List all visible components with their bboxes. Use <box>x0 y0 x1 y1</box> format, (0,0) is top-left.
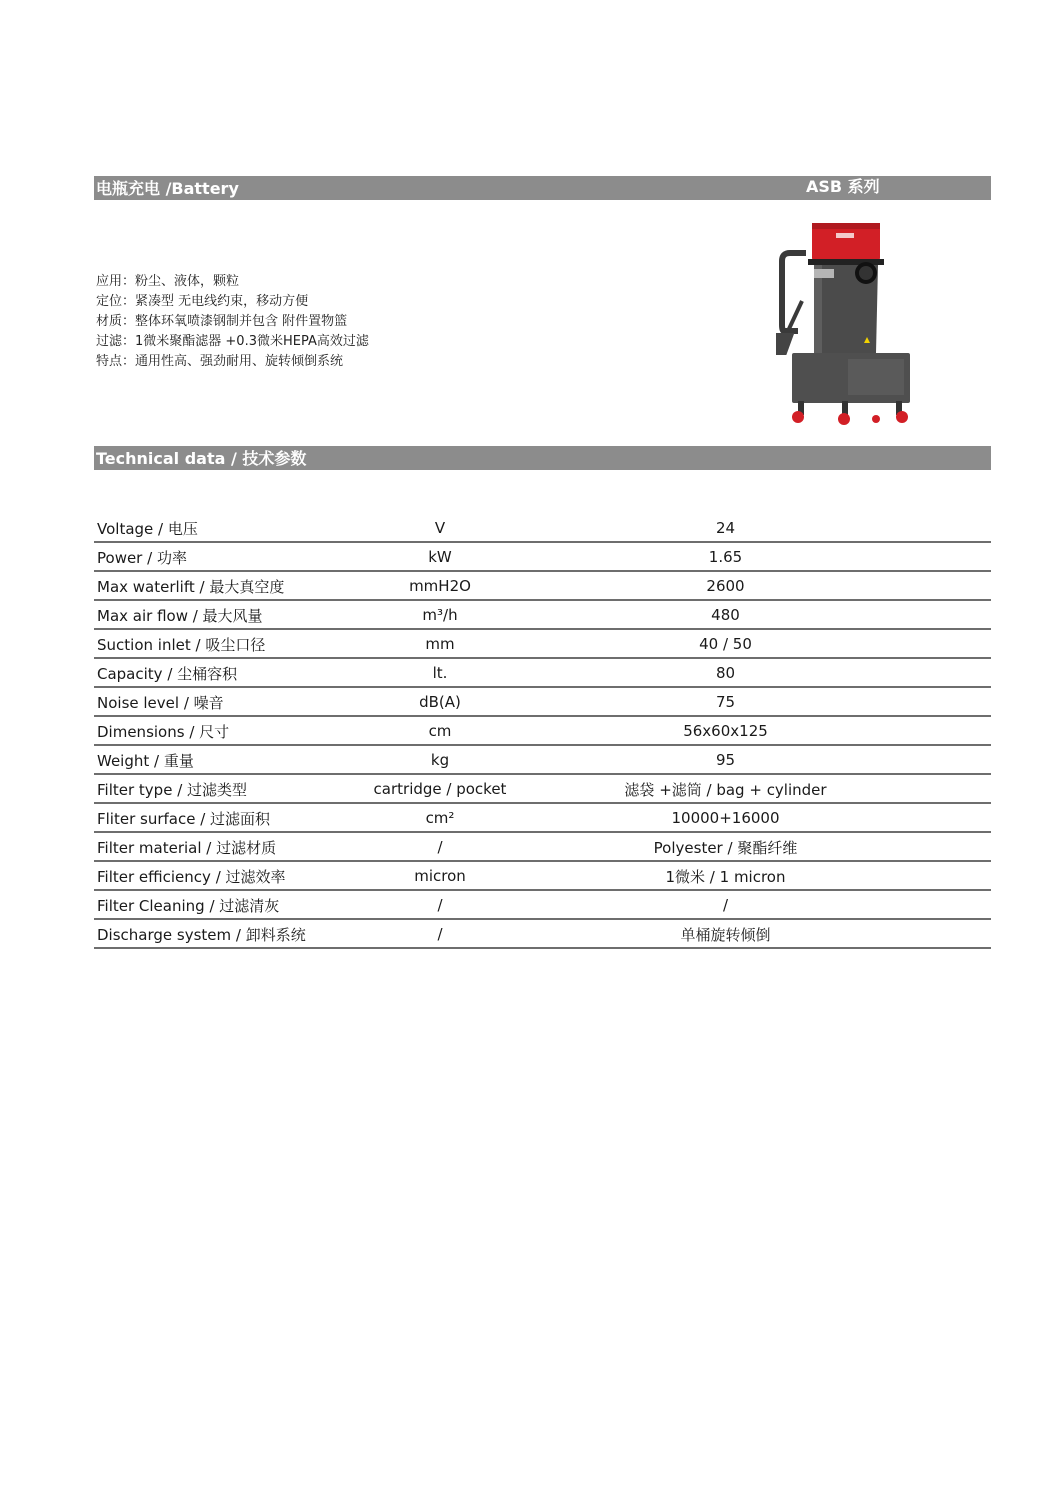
spec-row <box>94 745 991 774</box>
spec-value: 24 <box>540 514 991 542</box>
spec-value: 1微米 / 1 micron <box>540 861 991 890</box>
spec-row <box>94 774 991 803</box>
spec-unit: dB(A) <box>340 687 540 716</box>
spec-label: Noise level / 噪音 <box>94 687 340 716</box>
spec-value: 80 <box>540 658 991 687</box>
section-title-technical: Technical data / 技术参数 <box>96 449 307 468</box>
spec-label: Power / 功率 <box>94 542 340 571</box>
spec-label: Max air flow / 最大风量 <box>94 600 340 629</box>
spec-value: 40 / 50 <box>540 629 991 658</box>
feature-filtration: 过滤：1微米聚酯滤器 +0.3微米HEPA高效过滤 <box>96 334 369 349</box>
spec-label: Max waterlift / 最大真空度 <box>94 571 340 600</box>
spec-row <box>94 658 991 687</box>
spec-label: Discharge system / 卸料系统 <box>94 919 340 948</box>
spec-row <box>94 803 991 832</box>
spec-row <box>94 687 991 716</box>
spec-label: Voltage / 电压 <box>94 514 340 542</box>
spec-label: Fliter surface / 过滤面积 <box>94 803 340 832</box>
spec-unit: / <box>340 890 540 919</box>
spec-value: 75 <box>540 687 991 716</box>
spec-unit: mm <box>340 629 540 658</box>
spec-unit: cartridge / pocket <box>340 774 540 803</box>
spec-row <box>94 629 991 658</box>
spec-unit: / <box>340 919 540 948</box>
spec-row <box>94 861 991 890</box>
spec-unit: cm² <box>340 803 540 832</box>
spec-value: 95 <box>540 745 991 774</box>
spec-label: Suction inlet / 吸尘口径 <box>94 629 340 658</box>
spec-label: Weight / 重量 <box>94 745 340 774</box>
spec-unit: kg <box>340 745 540 774</box>
spec-label: Capacity / 尘桶容积 <box>94 658 340 687</box>
spec-row <box>94 716 991 745</box>
spec-unit: mmH2O <box>340 571 540 600</box>
spec-label: Dimensions / 尺寸 <box>94 716 340 745</box>
spec-unit: lt. <box>340 658 540 687</box>
spec-label: Filter type / 过滤类型 <box>94 774 340 803</box>
spec-row <box>94 890 991 919</box>
spec-row <box>94 571 991 600</box>
spec-label: Filter material / 过滤材质 <box>94 832 340 861</box>
spec-value: 单桶旋转倾倒 <box>540 919 991 948</box>
feature-characteristics: 特点：通用性高、强劲耐用、旋转倾倒系统 <box>96 354 344 369</box>
spec-value: 滤袋 +滤筒 / bag + cylinder <box>540 774 991 803</box>
spec-row <box>94 832 991 861</box>
section-header-technical <box>94 446 991 470</box>
spec-value: 480 <box>540 600 991 629</box>
feature-list <box>96 272 369 372</box>
spec-table <box>94 514 991 949</box>
spec-label: Filter efficiency / 过滤效率 <box>94 861 340 890</box>
spec-value: 10000+16000 <box>540 803 991 832</box>
spec-value: 2600 <box>540 571 991 600</box>
spec-unit: m³/h <box>340 600 540 629</box>
series-label: ASB 系列 <box>806 177 880 196</box>
spec-label: Filter Cleaning / 过滤清灰 <box>94 890 340 919</box>
spec-value: Polyester / 聚酯纤维 <box>540 832 991 861</box>
section-title-battery: 电瓶充电 /Battery <box>96 179 239 198</box>
feature-application: 应用：粉尘、液体，颗粒 <box>96 274 240 289</box>
spec-unit: kW <box>340 542 540 571</box>
spec-row <box>94 919 991 948</box>
spec-row <box>94 514 991 542</box>
feature-positioning: 定位：紧凑型 无电线约束，移动方便 <box>96 294 309 309</box>
product-image <box>776 213 916 433</box>
spec-row <box>94 600 991 629</box>
spec-unit: V <box>340 514 540 542</box>
spec-unit: micron <box>340 861 540 890</box>
section-header-battery <box>94 176 991 200</box>
spec-row <box>94 542 991 571</box>
spec-value: 56x60x125 <box>540 716 991 745</box>
spec-unit: cm <box>340 716 540 745</box>
feature-material: 材质：整体环氧喷漆钢制并包含 附件置物篮 <box>96 314 348 329</box>
spec-value: 1.65 <box>540 542 991 571</box>
spec-value: / <box>540 890 991 919</box>
spec-unit: / <box>340 832 540 861</box>
